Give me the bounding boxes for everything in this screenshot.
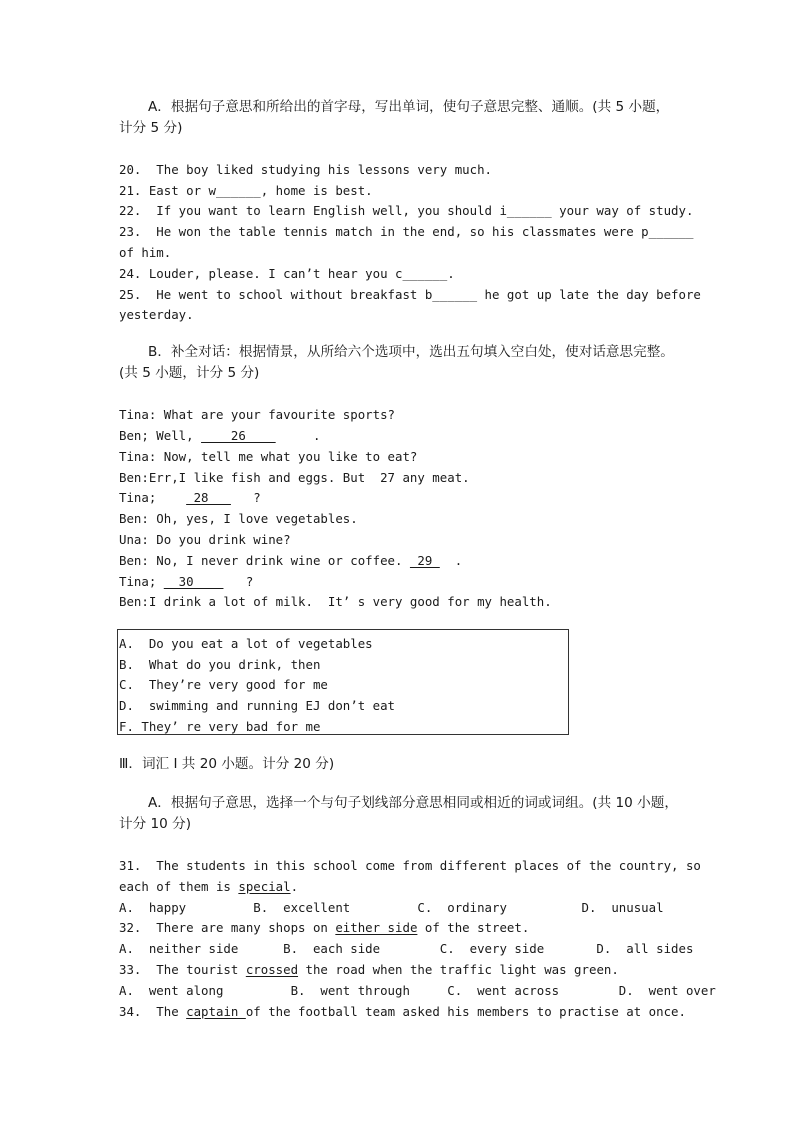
blank-28: 28 xyxy=(186,490,231,505)
section-iii-title: Ⅲ．词汇 I 共 20 小题。计分 20 分) xyxy=(119,756,335,772)
section-b-instruction: B．补全对话：根据情景，从所给六个选项中，选出五句填入空白处，使对话意思完整。 xyxy=(148,344,674,360)
option-f: F. They’ re very bad for me xyxy=(119,719,321,734)
dialogue-line: Ben:Err,I like fish and eggs. But 27 any meat. xyxy=(119,470,470,485)
blank-29: 29 xyxy=(409,553,440,568)
question-21: 21. East or w______, home is best. xyxy=(119,183,373,198)
dialogue-line: Tina: What are your favourite sports? xyxy=(119,407,396,422)
dialogue-line: Ben: No, I never drink wine or coffee. 29 . xyxy=(119,553,463,568)
dialogue-line: Tina: Now, tell me what you like to eat? xyxy=(119,449,418,464)
dialogue-line: Ben:I drink a lot of milk. It’ s very good for my health. xyxy=(119,594,552,609)
options-box xyxy=(117,629,569,735)
question-32-options: A. neither side B. each side C. every side D. all sides xyxy=(119,941,694,956)
blank-26: 26 xyxy=(201,428,276,443)
dialogue-line: Ben: Oh, yes, I love vegetables. xyxy=(119,511,358,526)
question-23: 23. He won the table tennis match in the end, so his classmates were p______ xyxy=(119,224,694,239)
question-31-options: A. happy B. excellent C. ordinary D. unusual xyxy=(119,900,664,915)
underlined-word: either side xyxy=(335,920,418,935)
question-34: 34. The captain of the football team asked his members to practise at once. xyxy=(119,1004,686,1019)
question-23-cont: of him. xyxy=(119,245,172,260)
question-22: 22. If you want to learn English well, you should i______ your way of study. xyxy=(119,203,694,218)
section-iii-a-instruction: A．根据句子意思，选择一个与句子划线部分意思相同或相近的词或词组。(共 10 小题， xyxy=(148,795,678,811)
question-31-cont: each of them is special. xyxy=(119,879,299,894)
blank-30: 30 xyxy=(163,574,224,589)
option-c: C. They’re very good for me xyxy=(119,677,328,692)
underlined-word: crossed xyxy=(245,962,299,977)
question-20: 20. The boy liked studying his lessons very much. xyxy=(119,162,492,177)
question-24: 24. Louder, please. I can’t hear you c______. xyxy=(119,266,455,281)
dialogue-line: Tina; 28 ? xyxy=(119,490,261,505)
option-a: A. Do you eat a lot of vegetables xyxy=(119,636,373,651)
question-33-options: A. went along B. went through C. went across D. went over xyxy=(119,983,716,998)
section-b-instruction-cont: (共 5 小题，计分 5 分) xyxy=(119,365,260,381)
dialogue-line: Ben; Well, 26 . xyxy=(119,428,321,443)
dialogue-line: Una: Do you drink wine? xyxy=(119,532,291,547)
section-iii-a-instruction-cont: 计分 10 分) xyxy=(119,816,192,832)
question-31: 31. The students in this school come from different places of the country, so xyxy=(119,858,701,873)
question-25-cont: yesterday. xyxy=(119,307,194,322)
option-d: D. swimming and running EJ don’t eat xyxy=(119,698,396,713)
section-a-instruction-cont: 计分 5 分) xyxy=(119,120,183,136)
section-a-instruction: A．根据句子意思和所给出的首字母，写出单词，使句子意思完整、通顺。(共 5 小题， xyxy=(148,99,670,115)
question-33: 33. The tourist crossed the road when the traffic light was green. xyxy=(119,962,619,977)
question-32: 32. There are many shops on either side of the street. xyxy=(119,920,530,935)
question-25: 25. He went to school without breakfast b______ he got up late the day before xyxy=(119,287,701,302)
dialogue-line: Tina; 30 ? xyxy=(119,574,254,589)
underlined-word: captain xyxy=(186,1004,246,1019)
option-b: B. What do you drink, then xyxy=(119,657,321,672)
underlined-word: special xyxy=(238,879,291,894)
